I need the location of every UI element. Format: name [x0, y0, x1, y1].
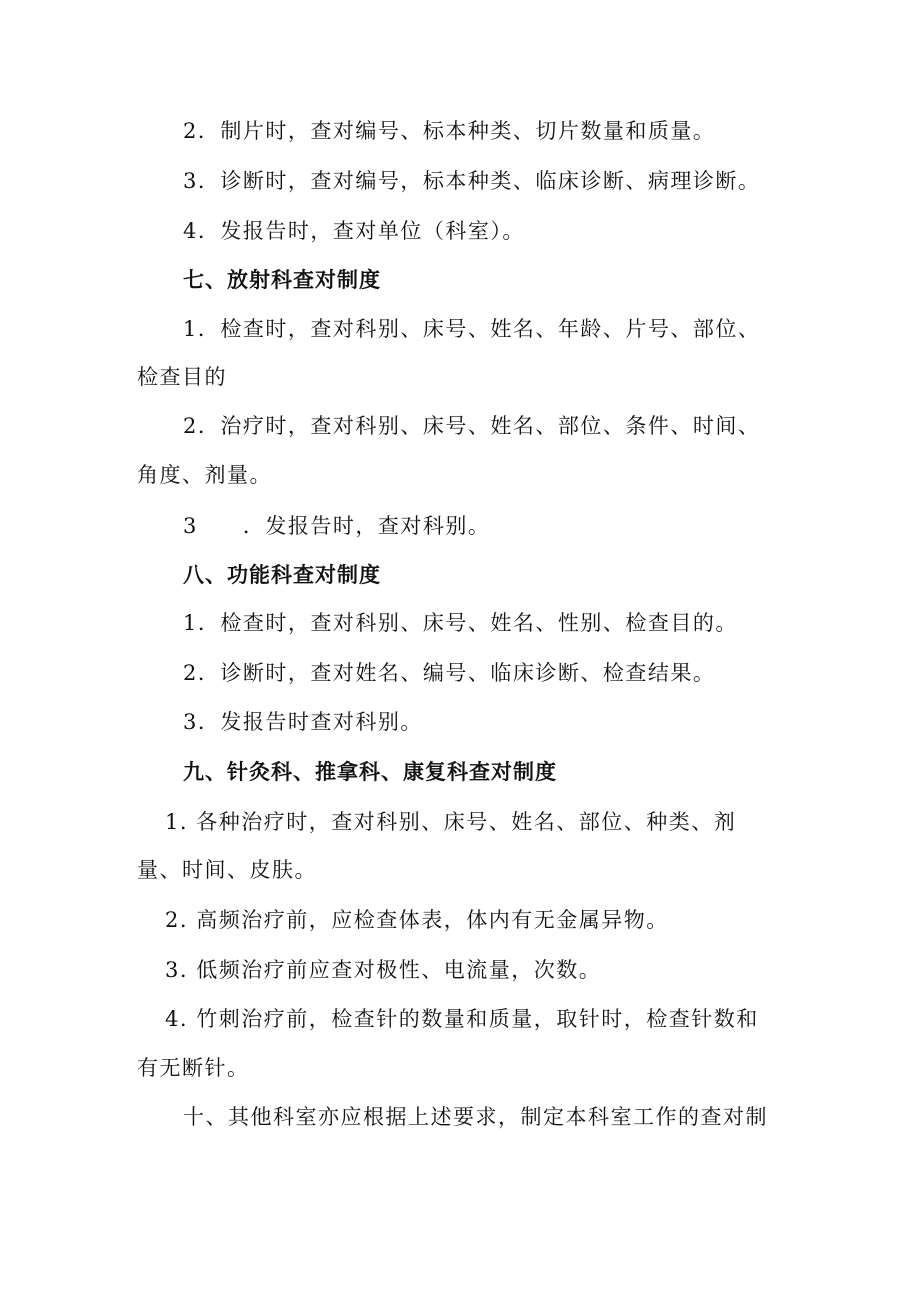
text-line: 4．发报告时，查对单位（科室）。 [183, 219, 525, 243]
text-line: 3．诊断时，查对编号，标本种类、临床诊断、病理诊断。 [183, 169, 761, 193]
section-heading: 七、放射科查对制度 [183, 267, 381, 292]
text-line: 2．治疗时，查对科别、床号、姓名、部位、条件、时间、 [183, 414, 761, 438]
text-line: 2．制片时，查对编号、标本种类、切片数量和质量。 [183, 119, 716, 143]
section-heading: 九、针灸科、推拿科、康复科查对制度 [183, 759, 557, 784]
text-line: 2. 高频治疗前，应检查体表，体内有无金属异物。 [165, 908, 669, 932]
text-line: 有无断针。 [137, 1056, 250, 1080]
text-line: 2．诊断时，查对姓名、编号、临床诊断、检查结果。 [183, 661, 716, 685]
text-line: 1. 各种治疗时，查对科别、床号、姓名、部位、种类、剂 [165, 810, 737, 834]
text-line: 4. 竹刺治疗前，检查针的数量和质量，取针时，检查针数和 [165, 1007, 759, 1031]
text-line: 检查目的 [137, 365, 227, 389]
text-line: 3．发报告时查对科别。 [183, 710, 423, 734]
text-line: 3 ．发报告时，查对科别。 [183, 514, 491, 538]
text-line: 1．检查时，查对科别、床号、姓名、性别、检查目的。 [183, 611, 738, 635]
text-line: 量、时间、皮肤。 [137, 858, 317, 882]
text-line: 3. 低频治疗前应查对极性、电流量，次数。 [165, 958, 602, 982]
text-line: 角度、剂量。 [137, 463, 272, 487]
section-heading: 八、功能科查对制度 [183, 562, 381, 587]
text-line: 十、其他科室亦应根据上述要求，制定本科室工作的查对制 [183, 1105, 768, 1129]
text-line: 1．检查时，查对科别、床号、姓名、年龄、片号、部位、 [183, 317, 761, 341]
